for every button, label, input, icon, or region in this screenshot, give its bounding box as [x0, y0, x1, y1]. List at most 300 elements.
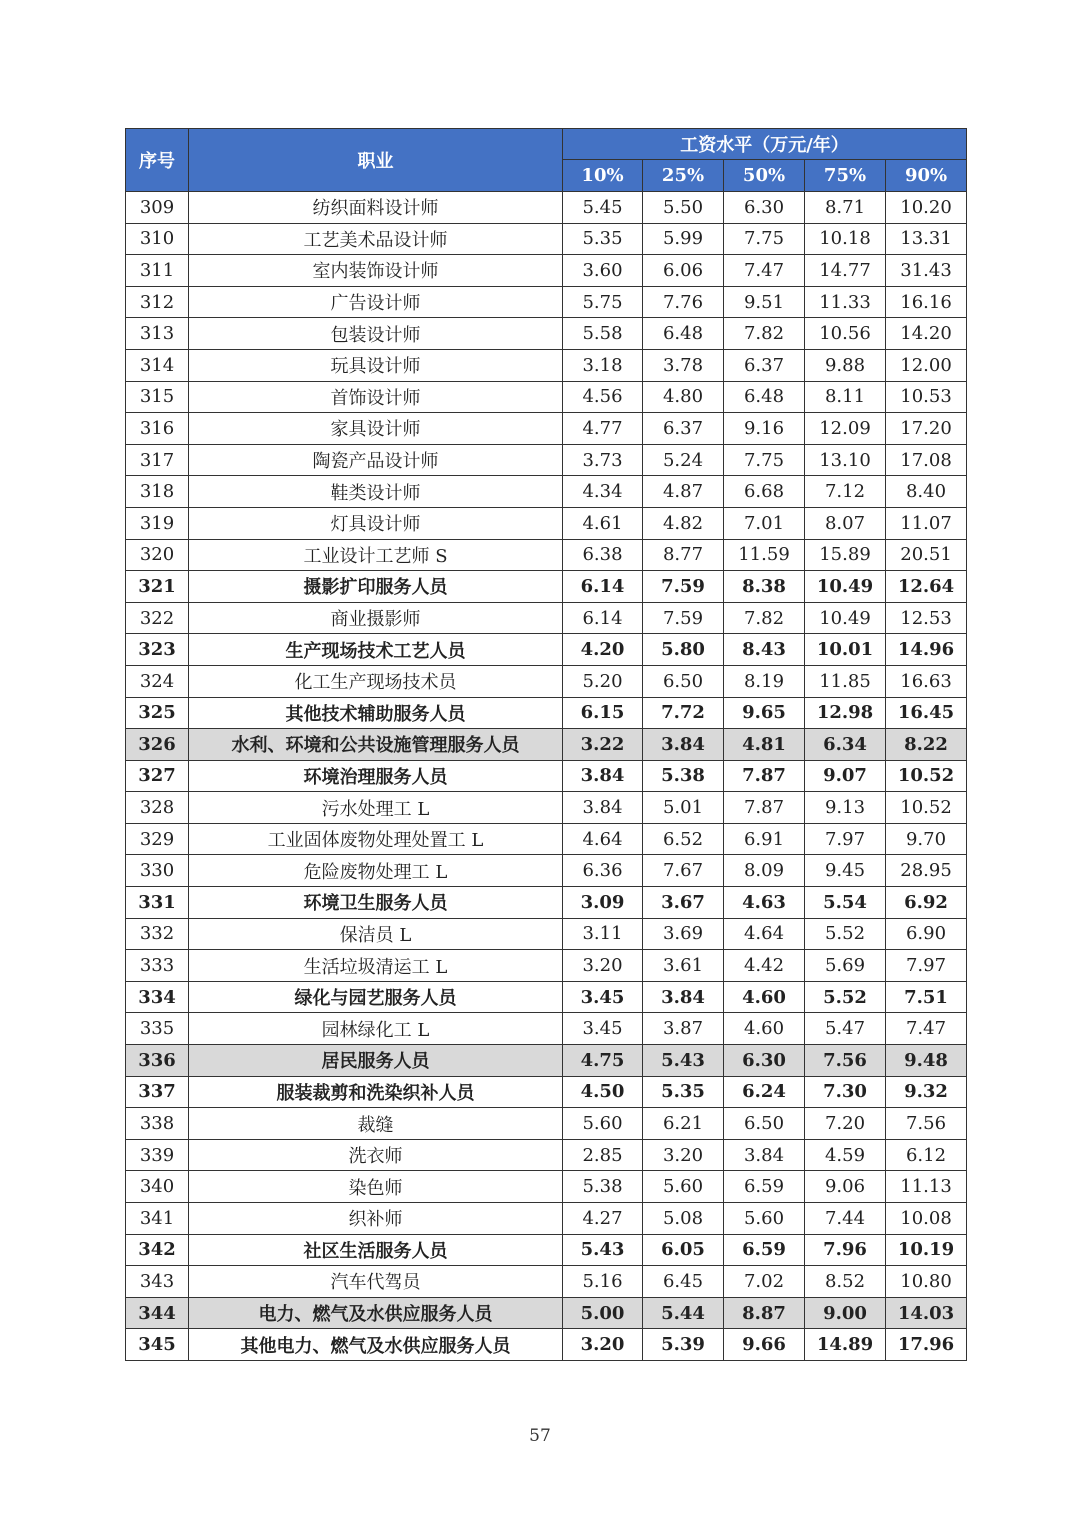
wage-p10: 5.58: [563, 318, 643, 350]
wage-p25: 7.59: [643, 602, 724, 634]
wage-p90: 8.40: [886, 476, 967, 508]
wage-p25: 5.99: [643, 223, 724, 255]
wage-p50: 6.59: [724, 1171, 805, 1203]
row-index: 344: [126, 1297, 189, 1329]
wage-p25: 3.61: [643, 950, 724, 982]
wage-p10: 4.34: [563, 476, 643, 508]
wage-p75: 4.59: [805, 1139, 886, 1171]
page-number: 57: [529, 1426, 551, 1446]
wage-p25: 3.20: [643, 1139, 724, 1171]
wage-p25: 6.37: [643, 413, 724, 445]
wage-p75: 11.33: [805, 286, 886, 318]
row-index: 328: [126, 792, 189, 824]
wage-p90: 6.90: [886, 918, 967, 950]
wage-p90: 14.03: [886, 1297, 967, 1329]
wage-p50: 9.65: [724, 697, 805, 729]
wage-p90: 31.43: [886, 255, 967, 287]
wage-p50: 7.82: [724, 602, 805, 634]
wage-p75: 5.54: [805, 887, 886, 919]
row-index: 340: [126, 1171, 189, 1203]
row-index: 333: [126, 950, 189, 982]
wage-p75: 7.96: [805, 1234, 886, 1266]
wage-p25: 3.78: [643, 349, 724, 381]
wage-p25: 5.35: [643, 1076, 724, 1108]
wage-p50: 4.63: [724, 887, 805, 919]
wage-p75: 9.06: [805, 1171, 886, 1203]
wage-p90: 9.32: [886, 1076, 967, 1108]
row-index: 320: [126, 539, 189, 571]
table-row: [126, 507, 967, 539]
wage-p25: 7.72: [643, 697, 724, 729]
wage-p50: 6.68: [724, 476, 805, 508]
occupation-name: 纺织面料设计师: [189, 192, 563, 224]
wage-p10: 5.38: [563, 1171, 643, 1203]
table-row: [126, 192, 967, 224]
row-index: 318: [126, 476, 189, 508]
table-row: [126, 255, 967, 287]
table-row: [126, 887, 967, 919]
occupation-header: 职业: [189, 129, 563, 192]
occupation-name: 工业固体废物处理处置工 L: [189, 823, 563, 855]
wage-p50: 8.38: [724, 571, 805, 603]
row-index: 317: [126, 444, 189, 476]
occupation-name: 洗衣师: [189, 1139, 563, 1171]
wage-p10: 6.38: [563, 539, 643, 571]
wage-p90: 17.20: [886, 413, 967, 445]
row-index: 342: [126, 1234, 189, 1266]
wage-p90: 12.64: [886, 571, 967, 603]
occupation-name: 绿化与园艺服务人员: [189, 981, 563, 1013]
wage-p75: 5.47: [805, 1013, 886, 1045]
occupation-name: 其他电力、燃气及水供应服务人员: [189, 1329, 563, 1361]
table-row: [126, 571, 967, 603]
occupation-name: 其他技术辅助服务人员: [189, 697, 563, 729]
wage-p50: 6.37: [724, 349, 805, 381]
wage-p50: 7.02: [724, 1266, 805, 1298]
wage-p50: 4.81: [724, 729, 805, 761]
wage-p10: 4.77: [563, 413, 643, 445]
occupation-name: 园林绿化工 L: [189, 1013, 563, 1045]
wage-p75: 8.71: [805, 192, 886, 224]
wage-p10: 6.14: [563, 602, 643, 634]
table-row: [126, 444, 967, 476]
occupation-name: 生活垃圾清运工 L: [189, 950, 563, 982]
wage-p90: 6.92: [886, 887, 967, 919]
row-index: 324: [126, 665, 189, 697]
wage-p90: 9.48: [886, 1045, 967, 1077]
percentile-50-header: 50%: [724, 160, 805, 192]
row-index: 332: [126, 918, 189, 950]
table-row: [126, 1076, 967, 1108]
wage-p90: 28.95: [886, 855, 967, 887]
wage-p75: 10.56: [805, 318, 886, 350]
table-row: [126, 1108, 967, 1140]
wage-p90: 20.51: [886, 539, 967, 571]
wage-p90: 9.70: [886, 823, 967, 855]
wage-p10: 5.43: [563, 1234, 643, 1266]
row-index: 315: [126, 381, 189, 413]
table-row: [126, 413, 967, 445]
occupation-name: 环境治理服务人员: [189, 760, 563, 792]
wage-p75: 7.20: [805, 1108, 886, 1140]
wage-p75: 12.09: [805, 413, 886, 445]
wage-p75: 7.56: [805, 1045, 886, 1077]
wage-p10: 5.16: [563, 1266, 643, 1298]
wage-p25: 3.69: [643, 918, 724, 950]
row-index: 331: [126, 887, 189, 919]
wage-p25: 3.87: [643, 1013, 724, 1045]
wage-p10: 3.45: [563, 981, 643, 1013]
wage-p50: 7.87: [724, 760, 805, 792]
wage-p75: 7.44: [805, 1203, 886, 1235]
wage-p75: 11.85: [805, 665, 886, 697]
wage-p90: 17.08: [886, 444, 967, 476]
wage-p90: 13.31: [886, 223, 967, 255]
table-row: [126, 1139, 967, 1171]
row-index: 316: [126, 413, 189, 445]
occupation-name: 电力、燃气及水供应服务人员: [189, 1297, 563, 1329]
row-index: 310: [126, 223, 189, 255]
wage-p25: 7.59: [643, 571, 724, 603]
wage-p90: 10.08: [886, 1203, 967, 1235]
wage-p10: 4.64: [563, 823, 643, 855]
wage-p90: 17.96: [886, 1329, 967, 1361]
wage-p50: 7.75: [724, 444, 805, 476]
table-row: [126, 476, 967, 508]
wage-p10: 5.75: [563, 286, 643, 318]
wage-p10: 6.15: [563, 697, 643, 729]
wage-p75: 8.07: [805, 507, 886, 539]
wage-p25: 7.76: [643, 286, 724, 318]
wage-p50: 6.24: [724, 1076, 805, 1108]
wage-p25: 3.84: [643, 729, 724, 761]
wage-level-header: 工资水平（万元/年）: [563, 129, 967, 160]
occupation-name: 居民服务人员: [189, 1045, 563, 1077]
occupation-name: 工业设计工艺师 S: [189, 539, 563, 571]
row-index: 309: [126, 192, 189, 224]
wage-p50: 4.64: [724, 918, 805, 950]
wage-p50: 6.91: [724, 823, 805, 855]
row-index: 339: [126, 1139, 189, 1171]
wage-p25: 6.21: [643, 1108, 724, 1140]
occupation-name: 家具设计师: [189, 413, 563, 445]
row-index: 319: [126, 507, 189, 539]
wage-p90: 11.13: [886, 1171, 967, 1203]
table-row: [126, 1045, 967, 1077]
wage-p75: 10.49: [805, 602, 886, 634]
wage-p50: 9.16: [724, 413, 805, 445]
occupation-name: 环境卫生服务人员: [189, 887, 563, 919]
occupation-name: 广告设计师: [189, 286, 563, 318]
occupation-name: 化工生产现场技术员: [189, 665, 563, 697]
wage-p25: 5.60: [643, 1171, 724, 1203]
wage-p75: 9.07: [805, 760, 886, 792]
wage-p50: 7.47: [724, 255, 805, 287]
wage-p25: 6.52: [643, 823, 724, 855]
wage-p50: 7.87: [724, 792, 805, 824]
percentile-10-header: 10%: [563, 160, 643, 192]
occupation-name: 室内装饰设计师: [189, 255, 563, 287]
table-row: [126, 1203, 967, 1235]
wage-p90: 16.63: [886, 665, 967, 697]
wage-p90: 10.52: [886, 760, 967, 792]
wage-p75: 12.98: [805, 697, 886, 729]
wage-p25: 6.05: [643, 1234, 724, 1266]
wage-p10: 3.20: [563, 950, 643, 982]
row-index: 334: [126, 981, 189, 1013]
row-index: 322: [126, 602, 189, 634]
wage-p10: 5.45: [563, 192, 643, 224]
table-row: [126, 760, 967, 792]
wage-p50: 3.84: [724, 1139, 805, 1171]
wage-p90: 12.00: [886, 349, 967, 381]
wage-p10: 3.60: [563, 255, 643, 287]
wage-p75: 10.49: [805, 571, 886, 603]
row-index: 312: [126, 286, 189, 318]
wage-p90: 10.20: [886, 192, 967, 224]
occupation-name: 保洁员 L: [189, 918, 563, 950]
wage-p90: 7.56: [886, 1108, 967, 1140]
wage-p10: 4.75: [563, 1045, 643, 1077]
table-row: [126, 855, 967, 887]
occupation-name: 工艺美术品设计师: [189, 223, 563, 255]
table-row: [126, 349, 967, 381]
wage-p25: 5.08: [643, 1203, 724, 1235]
wage-p90: 14.20: [886, 318, 967, 350]
wage-p90: 11.07: [886, 507, 967, 539]
wage-p25: 4.87: [643, 476, 724, 508]
row-index: 311: [126, 255, 189, 287]
wage-p25: 6.06: [643, 255, 724, 287]
wage-p10: 3.22: [563, 729, 643, 761]
wage-p25: 5.50: [643, 192, 724, 224]
wage-p10: 3.84: [563, 760, 643, 792]
salary-table: [125, 128, 967, 1361]
wage-p75: 13.10: [805, 444, 886, 476]
wage-p75: 5.69: [805, 950, 886, 982]
table-row: [126, 1266, 967, 1298]
wage-p75: 8.52: [805, 1266, 886, 1298]
wage-p25: 3.67: [643, 887, 724, 919]
table-row: [126, 950, 967, 982]
occupation-name: 玩具设计师: [189, 349, 563, 381]
table-row: [126, 1297, 967, 1329]
occupation-name: 危险废物处理工 L: [189, 855, 563, 887]
table-row: [126, 823, 967, 855]
wage-p50: 8.19: [724, 665, 805, 697]
row-index: 329: [126, 823, 189, 855]
occupation-name: 水利、环境和公共设施管理服务人员: [189, 729, 563, 761]
occupation-name: 裁缝: [189, 1108, 563, 1140]
wage-p75: 7.97: [805, 823, 886, 855]
wage-p75: 15.89: [805, 539, 886, 571]
table-body: [126, 192, 967, 1361]
wage-p90: 6.12: [886, 1139, 967, 1171]
wage-p90: 10.53: [886, 381, 967, 413]
wage-p75: 10.01: [805, 634, 886, 666]
wage-p90: 7.47: [886, 1013, 967, 1045]
wage-p10: 3.20: [563, 1329, 643, 1361]
occupation-name: 污水处理工 L: [189, 792, 563, 824]
table-row: [126, 1234, 967, 1266]
wage-p75: 8.11: [805, 381, 886, 413]
wage-p25: 5.43: [643, 1045, 724, 1077]
occupation-name: 商业摄影师: [189, 602, 563, 634]
table-row: [126, 729, 967, 761]
occupation-name: 生产现场技术工艺人员: [189, 634, 563, 666]
row-index: 336: [126, 1045, 189, 1077]
wage-p25: 8.77: [643, 539, 724, 571]
wage-p25: 5.44: [643, 1297, 724, 1329]
occupation-name: 织补师: [189, 1203, 563, 1235]
table-row: [126, 697, 967, 729]
wage-p50: 7.75: [724, 223, 805, 255]
index-header: 序号: [126, 129, 189, 192]
table-row: [126, 1171, 967, 1203]
wage-p90: 7.97: [886, 950, 967, 982]
occupation-name: 陶瓷产品设计师: [189, 444, 563, 476]
wage-p10: 4.27: [563, 1203, 643, 1235]
occupation-name: 社区生活服务人员: [189, 1234, 563, 1266]
wage-p75: 7.12: [805, 476, 886, 508]
occupation-name: 服装裁剪和洗染织补人员: [189, 1076, 563, 1108]
occupation-name: 汽车代驾员: [189, 1266, 563, 1298]
wage-p90: 10.52: [886, 792, 967, 824]
wage-p25: 5.39: [643, 1329, 724, 1361]
row-index: 321: [126, 571, 189, 603]
table-row: [126, 318, 967, 350]
row-index: 327: [126, 760, 189, 792]
wage-p50: 5.60: [724, 1203, 805, 1235]
wage-p90: 16.16: [886, 286, 967, 318]
wage-p10: 4.61: [563, 507, 643, 539]
wage-p75: 9.13: [805, 792, 886, 824]
wage-p50: 7.01: [724, 507, 805, 539]
wage-p25: 6.48: [643, 318, 724, 350]
wage-p90: 16.45: [886, 697, 967, 729]
table-row: [126, 286, 967, 318]
wage-p10: 3.11: [563, 918, 643, 950]
wage-p25: 6.45: [643, 1266, 724, 1298]
row-index: 337: [126, 1076, 189, 1108]
wage-p10: 3.18: [563, 349, 643, 381]
wage-p50: 9.51: [724, 286, 805, 318]
wage-p75: 7.30: [805, 1076, 886, 1108]
table-row: [126, 792, 967, 824]
wage-p50: 6.50: [724, 1108, 805, 1140]
wage-p10: 5.60: [563, 1108, 643, 1140]
wage-p75: 14.77: [805, 255, 886, 287]
wage-p50: 11.59: [724, 539, 805, 571]
row-index: 343: [126, 1266, 189, 1298]
wage-p25: 7.67: [643, 855, 724, 887]
wage-p75: 5.52: [805, 981, 886, 1013]
row-index: 341: [126, 1203, 189, 1235]
wage-p50: 8.87: [724, 1297, 805, 1329]
table-row: [126, 602, 967, 634]
row-index: 330: [126, 855, 189, 887]
wage-p75: 9.88: [805, 349, 886, 381]
occupation-name: 摄影扩印服务人员: [189, 571, 563, 603]
wage-p50: 6.48: [724, 381, 805, 413]
wage-p75: 5.52: [805, 918, 886, 950]
table-row: [126, 918, 967, 950]
table-row: [126, 223, 967, 255]
wage-p25: 5.38: [643, 760, 724, 792]
row-index: 338: [126, 1108, 189, 1140]
row-index: 335: [126, 1013, 189, 1045]
wage-p25: 4.82: [643, 507, 724, 539]
occupation-name: 首饰设计师: [189, 381, 563, 413]
wage-p90: 10.80: [886, 1266, 967, 1298]
wage-p50: 8.09: [724, 855, 805, 887]
wage-p50: 9.66: [724, 1329, 805, 1361]
wage-p90: 12.53: [886, 602, 967, 634]
wage-p10: 3.73: [563, 444, 643, 476]
table-row: [126, 1329, 967, 1361]
wage-p10: 5.20: [563, 665, 643, 697]
row-index: 314: [126, 349, 189, 381]
occupation-name: 染色师: [189, 1171, 563, 1203]
row-index: 345: [126, 1329, 189, 1361]
table-row: [126, 381, 967, 413]
wage-p50: 6.59: [724, 1234, 805, 1266]
wage-p90: 14.96: [886, 634, 967, 666]
wage-p25: 5.01: [643, 792, 724, 824]
wage-p10: 3.09: [563, 887, 643, 919]
table-header: [126, 129, 967, 192]
wage-p10: 4.56: [563, 381, 643, 413]
wage-p25: 3.84: [643, 981, 724, 1013]
wage-p75: 14.89: [805, 1329, 886, 1361]
wage-p50: 4.60: [724, 1013, 805, 1045]
wage-p10: 6.36: [563, 855, 643, 887]
wage-p10: 2.85: [563, 1139, 643, 1171]
table-row: [126, 665, 967, 697]
wage-p10: 4.50: [563, 1076, 643, 1108]
row-index: 326: [126, 729, 189, 761]
wage-p10: 3.45: [563, 1013, 643, 1045]
wage-p50: 7.82: [724, 318, 805, 350]
wage-p10: 6.14: [563, 571, 643, 603]
wage-p50: 6.30: [724, 192, 805, 224]
wage-p25: 5.80: [643, 634, 724, 666]
wage-p75: 10.18: [805, 223, 886, 255]
wage-p10: 3.84: [563, 792, 643, 824]
table-row: [126, 634, 967, 666]
occupation-name: 包装设计师: [189, 318, 563, 350]
wage-p25: 5.24: [643, 444, 724, 476]
table-row: [126, 981, 967, 1013]
wage-p75: 6.34: [805, 729, 886, 761]
wage-p25: 4.80: [643, 381, 724, 413]
table-row: [126, 1013, 967, 1045]
percentile-25-header: 25%: [643, 160, 724, 192]
row-index: 323: [126, 634, 189, 666]
wage-p10: 5.35: [563, 223, 643, 255]
occupation-name: 鞋类设计师: [189, 476, 563, 508]
wage-p90: 7.51: [886, 981, 967, 1013]
percentile-75-header: 75%: [805, 160, 886, 192]
wage-p75: 9.00: [805, 1297, 886, 1329]
wage-p50: 4.42: [724, 950, 805, 982]
wage-p75: 9.45: [805, 855, 886, 887]
occupation-name: 灯具设计师: [189, 507, 563, 539]
wage-p25: 6.50: [643, 665, 724, 697]
wage-p90: 10.19: [886, 1234, 967, 1266]
wage-p50: 4.60: [724, 981, 805, 1013]
percentile-90-header: 90%: [886, 160, 967, 192]
